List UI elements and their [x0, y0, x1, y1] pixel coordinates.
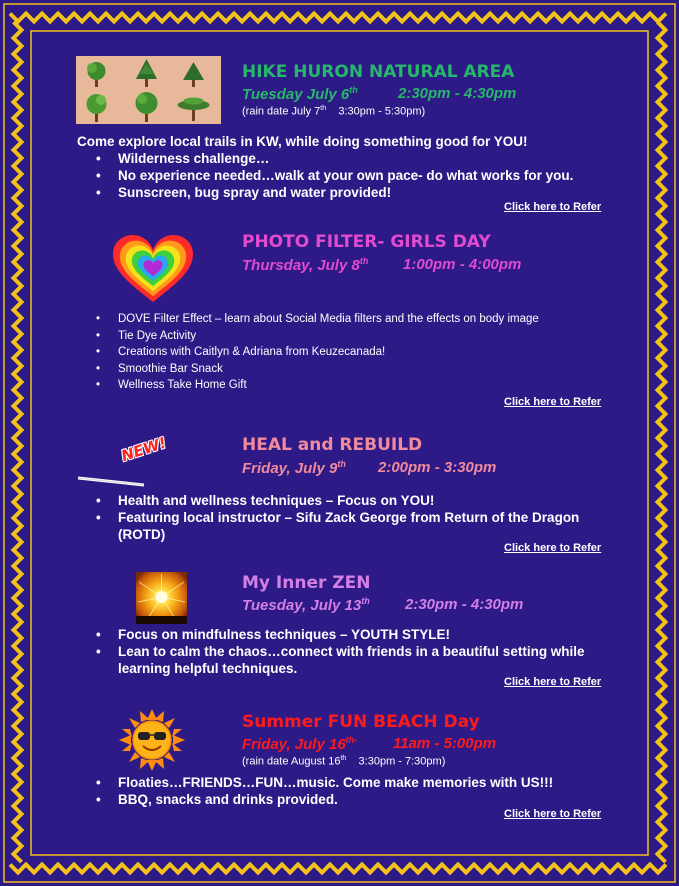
list-item: • Health and wellness techniques – Focus on YOU! [96, 492, 606, 509]
list-item: • DOVE Filter Effect – learn about Social Media filters and the effects on body image [96, 311, 616, 328]
beach-date-sup: th- [345, 735, 358, 745]
zen-date-sup: th [361, 596, 370, 606]
beach-rain-time: 3:30pm - 7:30pm) [358, 755, 446, 768]
beach-rain-date [242, 755, 445, 768]
zen-bullet-list [96, 626, 606, 677]
hike-date [242, 85, 358, 103]
beach-bullet-list [96, 774, 606, 808]
list-item: • Wellness Take Home Gift [96, 377, 616, 394]
list-item: • Wilderness challenge… [96, 150, 606, 167]
heal-time: 2:00pm - 3:30pm [378, 459, 497, 476]
photo-bullet-list [96, 311, 616, 394]
beach-date-text: Friday, July 16 [242, 736, 346, 753]
sun-sunglasses-icon [118, 708, 186, 772]
list-item: • Focus on mindfulness techniques – YOUTH STYLE! [96, 626, 606, 643]
beach-time: 11am - 5:00pm [393, 735, 497, 752]
list-item: • Lean to calm the chaos…connect with friends in a beautiful setting while learning helpful techniques. [96, 643, 606, 677]
new-badge-text: NEW! [119, 433, 169, 466]
photo-title: PHOTO FILTER- GIRLS DAY [242, 232, 491, 252]
sunburst-icon [136, 572, 187, 624]
hike-rain-prefix: (rain date July 7 [242, 105, 321, 118]
hike-rain-sup: th [320, 105, 327, 112]
list-item: • Floaties…FRIENDS…FUN…music. Come make memories with US!!! [96, 774, 606, 791]
beach-rain-prefix: (rain date August 16 [242, 755, 341, 768]
zen-date-text: Tuesday, July 13 [242, 597, 362, 614]
list-item: • Creations with Caitlyn & Adriana from Keuzecanada! [96, 344, 616, 361]
list-item: • Featuring local instructor – Sifu Zack George from Return of the Dragon (ROTD) [96, 509, 606, 543]
rainbow-heart-icon [112, 228, 194, 304]
beach-refer-link[interactable]: Click here to Refer [504, 808, 602, 820]
beach-title: Summer FUN BEACH Day [242, 712, 480, 732]
hike-date-sup: th [349, 85, 358, 95]
heal-refer-link[interactable]: Click here to Refer [504, 542, 602, 554]
hike-intro: Come explore local trails in KW, while doing something good for YOU! [77, 134, 528, 149]
list-item: • Smoothie Bar Snack [96, 361, 616, 378]
beach-date [242, 735, 357, 753]
hike-rain-time: 3:30pm - 5:30pm) [338, 105, 426, 118]
photo-date [242, 256, 368, 274]
beach-rain-sup: th [340, 755, 347, 762]
hike-time: 2:30pm - 4:30pm [398, 85, 517, 102]
heal-date [242, 459, 346, 477]
hike-title: HIKE HURON NATURAL AREA [242, 62, 515, 82]
heal-title: HEAL and REBUILD [242, 435, 423, 455]
hike-rain-date [242, 105, 425, 118]
hike-date-text: Tuesday July 6 [242, 86, 350, 103]
hike-refer-link[interactable]: Click here to Refer [504, 201, 602, 213]
zen-date [242, 596, 370, 614]
heal-date-text: Friday, July 9 [242, 460, 338, 477]
list-item: • Tie Dye Activity [96, 328, 616, 345]
zen-title: My Inner ZEN [242, 573, 371, 593]
hike-bullet-list [96, 150, 606, 201]
list-item: • BBQ, snacks and drinks provided. [96, 791, 606, 808]
photo-date-sup: th [359, 256, 369, 266]
heal-bullet-list [96, 492, 606, 543]
photo-refer-link[interactable]: Click here to Refer [504, 396, 602, 408]
trees-icon [76, 56, 221, 124]
photo-time: 1:00pm - 4:00pm [403, 256, 522, 273]
list-item: • No experience needed…walk at your own pace- do what works for you. [96, 167, 606, 184]
zen-time: 2:30pm - 4:30pm [405, 596, 524, 613]
heal-date-sup: th [337, 459, 346, 469]
zen-refer-link[interactable]: Click here to Refer [504, 676, 602, 688]
list-item: • Sunscreen, bug spray and water provided! [96, 184, 606, 201]
photo-date-text: Thursday, July 8 [242, 257, 360, 274]
